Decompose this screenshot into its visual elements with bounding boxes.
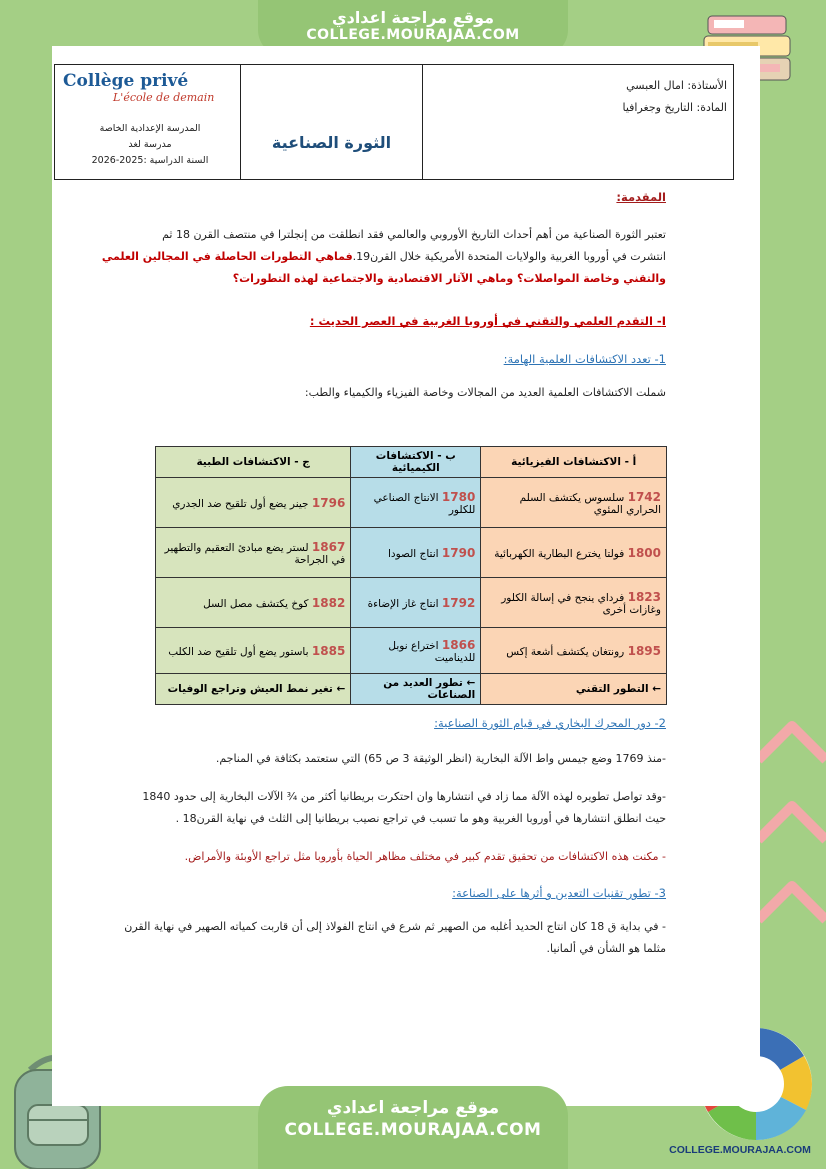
footer-url[interactable]: COLLEGE.MOURAJAA.COM (669, 1144, 811, 1156)
discovery-text: فرداي ينجح في إسالة الكلور وغازات أخرى (501, 591, 661, 616)
document-content (62, 190, 666, 404)
page-title: الثورة الصناعية (271, 133, 392, 152)
steam-paragraph2 (62, 786, 666, 830)
physics-result: ← التطور التقني (481, 674, 667, 705)
document-header (54, 64, 734, 180)
teacher-name: الأستاذة: امال العبسي (626, 79, 727, 92)
discovery-text: اختراع نوبل للديناميت (388, 639, 476, 664)
steam-paragraph1: -منذ 1769 وضع جيمس واط الآلة البخارية (انظر الوثيقة 3 ص 65) التي ستعتمد بكثافة في المناجم. (215, 752, 666, 765)
logo-tagline: L'école de demain (113, 91, 215, 104)
title-cell (241, 65, 423, 179)
school-info (65, 121, 235, 169)
section1-sub1-text: شملت الاكتشافات العلمية العديد من المجالات وخاصة الفيزياء والكيمياء والطب: (304, 386, 666, 399)
year: 1895 (627, 643, 661, 658)
medicine-cell (156, 628, 351, 674)
table-row (156, 478, 667, 528)
discovery-text: رونتغان يكتشف أشعة إكس (506, 645, 625, 658)
year: 1882 (311, 595, 346, 610)
discoveries-table (155, 446, 667, 705)
medicine-cell (156, 478, 351, 528)
site-domain[interactable]: COLLEGE.MOURAJAA.COM (306, 27, 520, 43)
steam-paragraph2-line1: -وقد تواصل تطويره لهذه الآلة مما زاد في انتشارها وان احتكرت بريطانيا أكثر من ¾ الآلات البخارية إلى حدود 1840 (142, 790, 666, 803)
intro-line1: تعتبر الثورة الصناعية من أهم أحداث التاريخ الأوروبي والعالمي فقد انطلقت من إنجلترا في منتصف القرن 18 ثم (162, 228, 666, 241)
header-chemistry: ب - الاكتشافات الكيميائية (351, 447, 481, 478)
year: 1866 (441, 637, 476, 652)
discovery-text: انتاج غاز الإضاءة (367, 597, 439, 610)
chemistry-result: ← تطور العديد من الصناعات (351, 674, 481, 705)
discovery-text: انتاج الصودا (387, 547, 439, 560)
logo-text: Collège privé (63, 71, 189, 91)
table-row (156, 528, 667, 578)
year: 1867 (311, 539, 346, 554)
discovery-text: باستور يضع أول تلقيح ضد الكلب (168, 645, 309, 658)
intro-line2-question: فماهي التطورات الحاصلة في المجالين العلمي (101, 250, 353, 263)
metallurgy-line1: - في بداية ق 18 كان انتاج الحديد أغلبه من الصهير ثم شرع في انتاج الفولاذ إلى أن قاربت كمياته الصهير في نهاية القرن (124, 920, 666, 933)
college-logo (63, 71, 233, 111)
year: 1823 (627, 589, 661, 604)
subject-name: المادة: التاريخ وجغرافيا (622, 101, 727, 114)
discovery-text: جينر يضع أول تلقيح ضد الجدري (172, 497, 309, 510)
chemistry-cell (351, 578, 481, 628)
document-content-lower (62, 716, 666, 960)
medicine-result: ← تغير نمط العيش وتراجع الوفيات (156, 674, 351, 705)
medicine-cell (156, 578, 351, 628)
footer-site-domain[interactable]: COLLEGE.MOURAJAA.COM (284, 1120, 542, 1140)
header-medicine: ج - الاكتشافات الطبية (156, 447, 351, 478)
year: 1800 (627, 545, 661, 560)
year: 1742 (627, 489, 661, 504)
table-header-row (156, 447, 667, 478)
physics-cell (481, 628, 667, 674)
year: 1792 (441, 595, 476, 610)
intro-line2-normal: انتشرت في أوروبا الغربية والولايات المتحدة الأمريكية خلال القرن19. (352, 250, 666, 263)
medicine-cell (156, 528, 351, 578)
section1-sub2: 2- دور المحرك البخاري في قيام الثورة الصناعية: (434, 716, 666, 730)
school-cell (55, 65, 241, 179)
steam-paragraph2-line2: حيث انطلق انتشارها في أوروبا الغربية وهو ما تسبب في تراجع نصيب بريطانيا إلى الثلث في نهاية القرن18 . (175, 812, 666, 825)
intro-line3-question: والتقني وخاصة المواصلات؟ وماهي الآثار الاقتصادية والاجتماعية لهذه التطورات؟ (232, 272, 666, 285)
intro-line2 (62, 246, 666, 268)
discoveries-impact: - مكنت هذه الاكتشافات من تحقيق تقدم كبير في مختلف مظاهر الحياة بأوروبا مثل تراجع الأوبئة والأمراض. (184, 850, 666, 863)
metallurgy-line2: مثلما هو الشأن في ألمانيا. (546, 942, 666, 955)
section1-heading: I- التقدم العلمي والتقني في أوروبا الغربية في العصر الحديث : (309, 314, 666, 328)
discovery-text: كوخ يكتشف مصل السل (203, 597, 309, 610)
physics-cell (481, 578, 667, 628)
discovery-text: سلسوس يكتشف السلم الحراري المئوي (519, 491, 661, 516)
year: 1885 (311, 643, 346, 658)
chemistry-cell (351, 628, 481, 674)
year: 1796 (311, 495, 346, 510)
intro-paragraph (62, 224, 666, 290)
year: 1790 (441, 545, 476, 560)
table-row (156, 628, 667, 674)
bottom-banner (258, 1086, 568, 1169)
metallurgy-paragraph (62, 916, 666, 960)
intro-heading: المقدمة: (616, 190, 666, 204)
year: 1780 (441, 489, 476, 504)
physics-cell (481, 528, 667, 578)
section1-sub3: 3- تطور تقنيات التعدين و أثرها على الصناعة: (452, 886, 666, 900)
section1-sub1: 1- تعدد الاكتشافات العلمية الهامة: (503, 352, 666, 366)
chemistry-cell (351, 528, 481, 578)
teacher-cell (423, 65, 733, 179)
site-name: موقع مراجعة اعدادي (331, 8, 495, 27)
header-physics: أ - الاكتشافات الفيزيائية (481, 447, 667, 478)
discovery-text: لستر يضع مبادئ التعقيم والتطهير في الجراحة (164, 541, 346, 566)
teacher-info (622, 75, 727, 119)
chevron-decoration-icon (752, 700, 826, 1000)
footer-site-name: موقع مراجعة اعدادي (326, 1098, 500, 1118)
discovery-text: فولتا يخترع البطارية الكهربائية (494, 547, 625, 560)
table-footer-row (156, 674, 667, 705)
physics-cell (481, 478, 667, 528)
table-row (156, 578, 667, 628)
chemistry-cell (351, 478, 481, 528)
discovery-text: الانتاج الصناعي للكلور (373, 491, 476, 516)
school-year: السنة الدراسية :2025-2026 (91, 155, 209, 166)
school-line1: المدرسة الإعدادية الخاصة (99, 123, 201, 134)
school-line2: مدرسة لغد (128, 139, 172, 150)
